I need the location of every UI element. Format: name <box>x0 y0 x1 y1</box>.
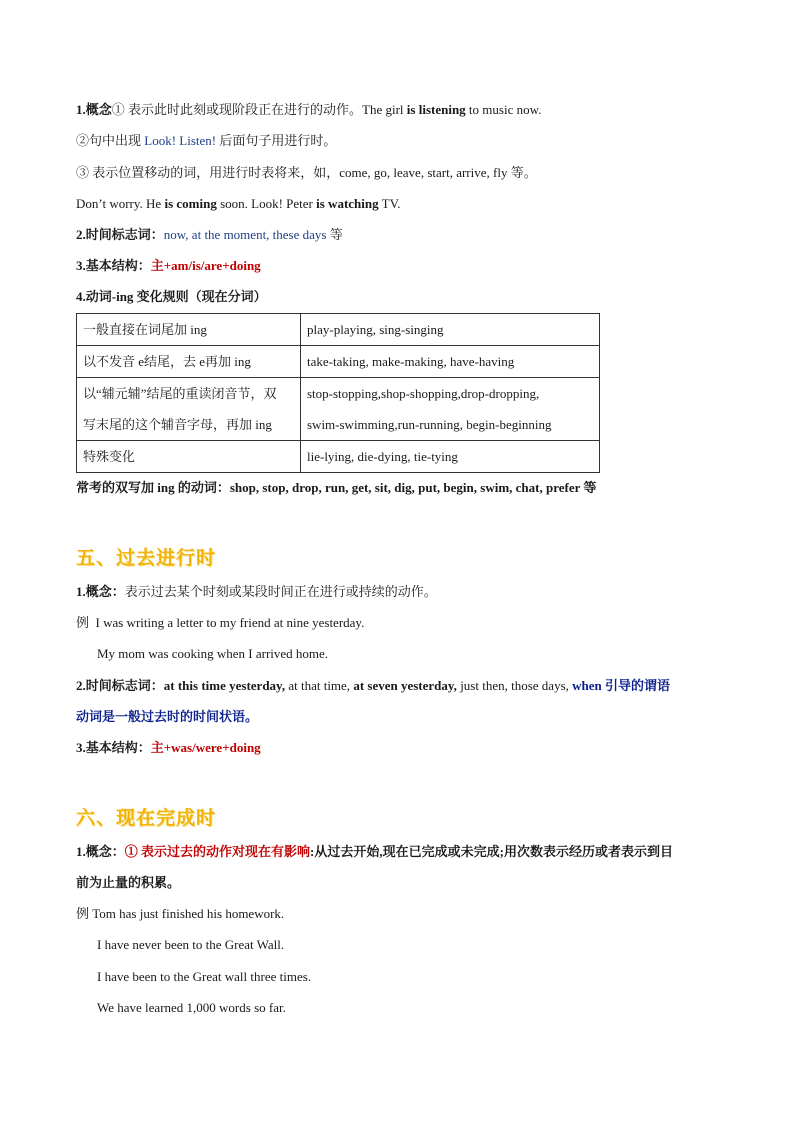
perfect-concept-mark: ① <box>124 844 138 859</box>
examples-cell <box>301 441 600 473</box>
rule-cell <box>77 441 301 473</box>
perfect-example-4: We have learned 1,000 words so far. <box>97 1000 286 1015</box>
past-concept-text: 表示过去某个时刻或某段时间正在进行或持续的动作。 <box>124 584 437 599</box>
rule-cell <box>77 346 301 378</box>
perfect-example-1: Tom has just finished his homework. <box>92 906 285 921</box>
concept-mark: ① <box>111 102 125 117</box>
rule-text: 以不发音 e结尾，去 e再加 ing <box>83 354 251 369</box>
line4-b2: is watching <box>316 196 379 211</box>
perfect-concept-text: :从过去开始,现在已完成或未完成;用次数表示经历或者表示到目 <box>310 844 673 859</box>
signal-prefix: 2.时间标志词： <box>76 227 164 242</box>
past-structure-line <box>76 739 261 757</box>
table-row <box>77 314 600 346</box>
line4-a: Don’t worry. He <box>76 196 165 211</box>
line2-end: 后面句子用进行时。 <box>216 133 337 148</box>
table-row <box>77 441 600 473</box>
structure-prefix: 3.基本结构： <box>76 258 151 273</box>
table-row <box>77 378 600 441</box>
rule-text: 写末尾的这个辅音字母，再加 ing <box>83 417 272 432</box>
past-structure-prefix: 3.基本结构： <box>76 740 151 755</box>
past-concept-prefix: 1.概念： <box>76 584 125 599</box>
past-example-2: My mom was cooking when I arrived home. <box>97 646 329 661</box>
past-signal-b2: at seven yesterday, <box>353 678 457 693</box>
perfect-example-line-1 <box>76 905 284 923</box>
examples-cell <box>301 314 600 346</box>
perfect-concept-text2: 前为止量的积累。 <box>76 875 181 890</box>
past-signal-prefix: 2.时间标志词： <box>76 678 164 693</box>
past-signal-n2: just then, those days, <box>456 678 573 693</box>
examples-text: lie-lying, die-dying, tie-tying <box>307 449 458 464</box>
line2-blue: Look! Listen! <box>144 133 217 148</box>
perfect-concept-prefix: 1.概念： <box>76 844 125 859</box>
example-label: 例 <box>76 906 90 921</box>
line2-prefix: ②句中出现 <box>76 133 145 148</box>
past-structure-value: 主+was/were+doing <box>150 740 261 755</box>
structure-line <box>76 257 261 275</box>
examples-text: take-taking, make-making, have-having <box>307 354 515 369</box>
examples-text: stop-stopping,shop-shopping,drop-dropping, <box>307 386 540 401</box>
past-example-1: I was writing a letter to my friend at nine yesterday. <box>95 615 365 630</box>
look-listen-line <box>76 132 336 150</box>
perfect-example-3: I have been to the Great wall three times. <box>97 969 312 984</box>
line4-c: soon. Look! Peter <box>216 196 317 211</box>
concept-line <box>76 101 541 119</box>
past-signal-when: when <box>572 678 602 693</box>
rule-cell <box>77 314 301 346</box>
perfect-example-2: I have never been to the Great Wall. <box>97 937 285 952</box>
section-title-past-progressive: 五、过去进行时 <box>76 547 217 569</box>
signal-words: now, at the moment, these days <box>163 227 327 242</box>
signal-words-line <box>76 226 343 244</box>
past-signal-end2: 动词是一般过去时的时间状语。 <box>76 709 259 724</box>
section-title-present-perfect: 六、现在完成时 <box>76 807 217 829</box>
perfect-concept-red: 表示过去的动作对现在有影响 <box>137 844 311 859</box>
line4-b1: is coming <box>164 196 217 211</box>
examples-text: swim-swimming,run-running, begin-beginning <box>307 417 552 432</box>
examples-cell <box>301 378 600 441</box>
rule-cell <box>77 378 301 441</box>
example-label: 例 <box>76 615 90 630</box>
perfect-concept-line <box>76 843 673 861</box>
double-consonant-note: 常考的双写加 ing 的动词：shop, stop, drop, run, get, sit, dig, put, begin, swim, chat, prefer 等 <box>76 480 597 495</box>
ing-rules-title: 4.动词-ing 变化规则（现在分词） <box>76 289 267 304</box>
signal-end: 等 <box>326 227 343 242</box>
examples-cell <box>301 346 600 378</box>
past-example-line-1 <box>76 614 364 632</box>
concept-text: 表示此时此刻或现阶段正在进行的动作。The girl <box>124 102 407 117</box>
examples-text: play-playing, sing-singing <box>307 322 444 337</box>
table-row <box>77 346 600 378</box>
example-line <box>76 195 401 213</box>
ing-rules-table <box>76 313 600 473</box>
rule-text: 以“辅元辅”结尾的重读闭音节，双 <box>83 386 277 401</box>
past-signal-b1: at this time yesterday, <box>163 678 286 693</box>
concept-end: to music now. <box>465 102 542 117</box>
past-signal-line <box>76 677 670 695</box>
rule-text: 特殊变化 <box>83 449 136 464</box>
line4-d: TV. <box>378 196 401 211</box>
concept-prefix: 1.概念 <box>76 102 112 117</box>
rule-text: 一般直接在词尾加 ing <box>83 322 207 337</box>
past-signal-end1: 引导的谓语 <box>601 678 671 693</box>
past-signal-n1: at that time, <box>285 678 354 693</box>
concept-bold: is listening <box>406 102 466 117</box>
structure-value: 主+am/is/are+doing <box>150 258 261 273</box>
past-concept-line <box>76 583 437 601</box>
movement-verbs-line: ③ 表示位置移动的词，用进行时表将来，如，come, go, leave, start, arrive, fly 等。 <box>76 165 537 180</box>
